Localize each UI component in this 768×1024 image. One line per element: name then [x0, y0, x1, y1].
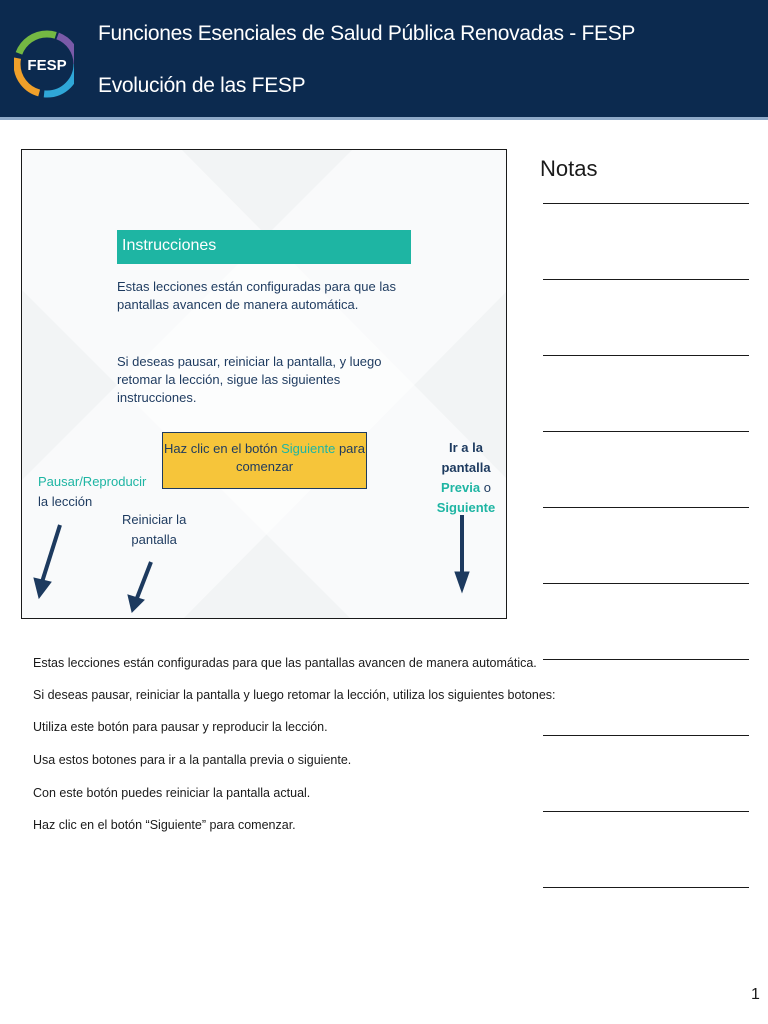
- note-line: [543, 659, 749, 660]
- header-bar: [0, 0, 768, 117]
- pointer-arrows: [22, 150, 507, 619]
- page-number: 1: [751, 986, 760, 1003]
- body-text-line: Estas lecciones están configuradas para que las pantallas avancen de manera automática.: [33, 656, 537, 670]
- note-line: [543, 431, 749, 432]
- pause-play-label: Pausar/Reproducir la lección: [38, 474, 147, 509]
- note-line: [543, 583, 749, 584]
- svg-text:FESP: FESP: [27, 57, 67, 74]
- notes-title: Notas: [540, 156, 598, 181]
- body-text-line: Utiliza este botón para pausar y reproducir la lección.: [33, 720, 328, 734]
- fesp-logo-icon: [14, 10, 74, 110]
- slide-thumbnail: [21, 149, 507, 619]
- instructions-title: Instrucciones: [122, 237, 217, 254]
- note-line: [543, 811, 749, 812]
- header-divider: [0, 117, 768, 120]
- instructions-paragraph-1: Estas lecciones están configuradas para que las pantallas avancen de manera automática.: [117, 279, 396, 312]
- note-line: [543, 203, 749, 204]
- body-text-line: Usa estos botones para ir a la pantalla previa o siguiente.: [33, 753, 352, 767]
- arrow-restart-icon: [128, 562, 151, 612]
- restart-label: Reiniciar la pantalla: [122, 512, 187, 547]
- instructions-paragraph-2: Si deseas pausar, reiniciar la pantalla, y luego retomar la lección, sigue las siguientes instrucciones.: [117, 354, 382, 405]
- body-text-line: Si deseas pausar, reiniciar la pantalla y luego retomar la lección, utiliza los siguientes botones:: [33, 688, 556, 702]
- note-line: [543, 355, 749, 356]
- body-text-line: Haz clic en el botón “Siguiente” para comenzar.: [33, 818, 296, 832]
- navigation-label: Ir a la pantalla Previa o Siguiente: [436, 440, 496, 515]
- note-line: [543, 887, 749, 888]
- note-line: [543, 279, 749, 280]
- arrow-next-icon: [455, 515, 469, 592]
- header: [0, 0, 768, 120]
- note-line: [543, 735, 749, 736]
- page-subtitle: Evolución de las FESP: [98, 74, 306, 97]
- arrow-pause-icon: [34, 525, 60, 598]
- note-line: [543, 507, 749, 508]
- page-title: Funciones Esenciales de Salud Pública Renovadas - FESP: [98, 22, 636, 45]
- body-text-line: Con este botón puedes reiniciar la pantalla actual.: [33, 786, 311, 800]
- start-button-label: Haz clic en el botón Siguiente para comenzar: [164, 441, 365, 474]
